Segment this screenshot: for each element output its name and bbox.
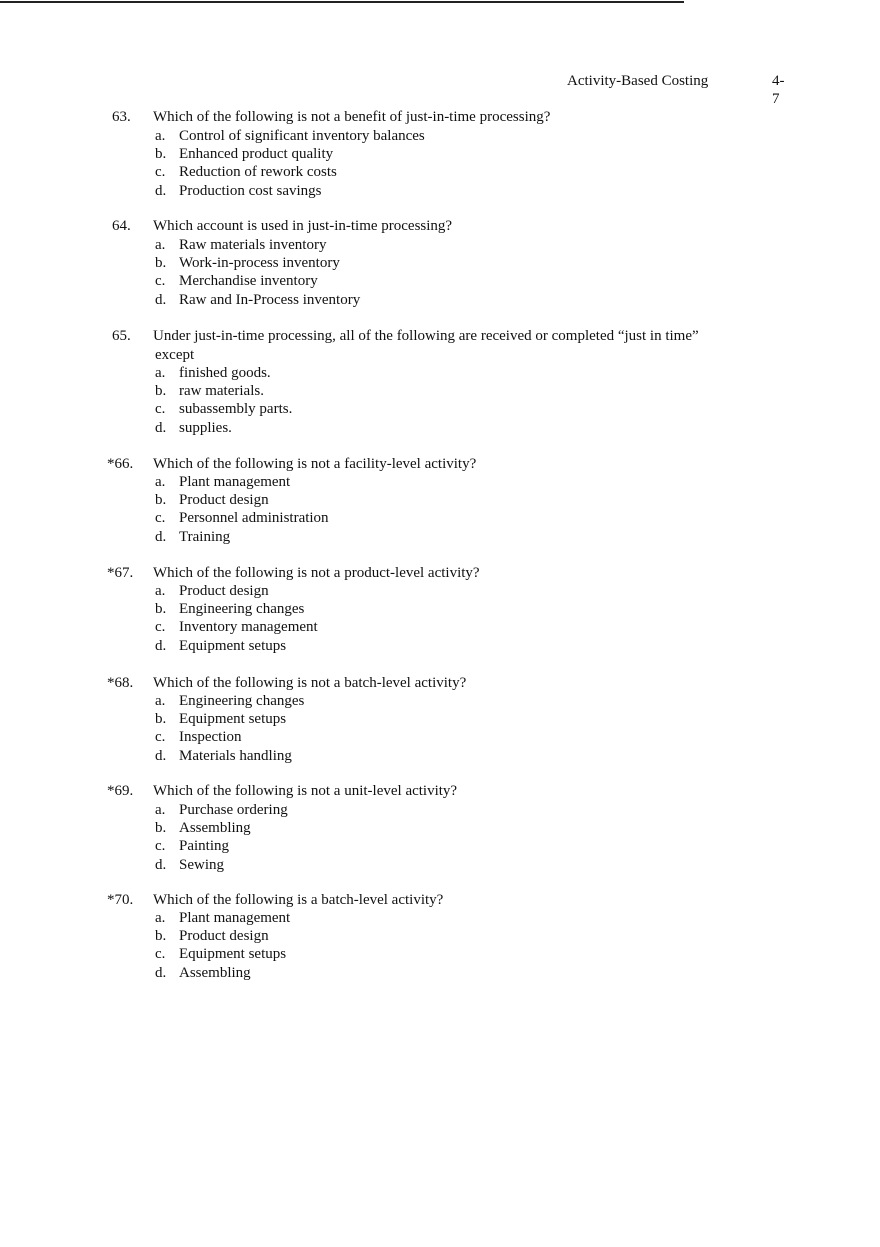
- question-text: Under just-in-time processing, all of the following are received or completed “just in time”: [153, 328, 699, 344]
- option-text: Equipment setups: [179, 711, 287, 728]
- option-letter: c.: [155, 729, 166, 746]
- option-letter: c.: [155, 510, 166, 527]
- option-c: [155, 837, 288, 855]
- option-letter: d.: [155, 182, 167, 199]
- option-text: Equipment setups: [179, 946, 287, 963]
- question-number: *67.: [107, 565, 134, 581]
- option-a: [155, 364, 292, 382]
- question-number: 65.: [112, 328, 131, 344]
- option-text: Training: [179, 528, 231, 545]
- option-text: Inspection: [179, 729, 242, 746]
- option-c: [155, 728, 304, 746]
- option-b: [155, 254, 360, 272]
- option-d: [155, 747, 304, 765]
- option-b: [155, 600, 318, 618]
- option-list: [155, 801, 288, 874]
- option-text: Plant management: [179, 474, 291, 490]
- question-number: 64.: [112, 218, 131, 234]
- option-letter: a.: [155, 474, 166, 490]
- option-letter: b.: [155, 146, 167, 163]
- question-text: Which of the following is not a benefit of just-in-time processing?: [153, 109, 551, 125]
- option-text: Reduction of rework costs: [179, 164, 337, 181]
- question-text: Which of the following is not a batch-level activity?: [153, 675, 467, 691]
- question-text-continued: except: [155, 347, 195, 363]
- question-text: Which of the following is not a product-level activity?: [153, 565, 480, 581]
- option-text: subassembly parts.: [179, 401, 293, 418]
- option-text: Raw and In-Process inventory: [179, 291, 361, 308]
- option-text: Purchase ordering: [179, 802, 288, 818]
- option-letter: c.: [155, 946, 166, 963]
- option-text: Work-in-process inventory: [179, 255, 340, 272]
- option-letter: c.: [155, 273, 166, 290]
- option-a: [155, 692, 304, 710]
- option-d: [155, 291, 360, 309]
- option-letter: a.: [155, 128, 166, 144]
- option-text: Inventory management: [179, 619, 318, 636]
- option-text: Engineering changes: [179, 693, 305, 709]
- option-b: [155, 819, 288, 837]
- question-number: *69.: [107, 783, 134, 799]
- option-list: [155, 364, 292, 437]
- option-text: supplies.: [179, 419, 232, 436]
- option-letter: a.: [155, 802, 166, 818]
- option-letter: d.: [155, 528, 167, 545]
- option-list: [155, 582, 318, 655]
- option-letter: a.: [155, 693, 166, 709]
- option-b: [155, 927, 290, 945]
- option-list: [155, 909, 290, 982]
- option-text: Control of significant inventory balances: [179, 128, 425, 144]
- running-header-title: Activity-Based Costing: [567, 73, 709, 89]
- option-text: finished goods.: [179, 365, 271, 381]
- option-text: Painting: [179, 838, 230, 855]
- option-letter: b.: [155, 820, 167, 837]
- option-text: Enhanced product quality: [179, 146, 334, 163]
- option-text: Assembling: [179, 964, 251, 981]
- option-letter: a.: [155, 910, 166, 926]
- option-a: [155, 909, 290, 927]
- option-a: [155, 127, 425, 145]
- page-number: 4- 7: [772, 73, 785, 107]
- option-text: Materials handling: [179, 747, 292, 764]
- option-d: [155, 856, 288, 874]
- option-letter: d.: [155, 964, 167, 981]
- option-letter: b.: [155, 601, 167, 618]
- option-c: [155, 618, 318, 636]
- option-letter: d.: [155, 419, 167, 436]
- option-letter: a.: [155, 237, 166, 253]
- question-text: Which of the following is not a facility-level activity?: [153, 456, 477, 472]
- option-letter: a.: [155, 365, 166, 381]
- question-text: Which of the following is not a unit-level activity?: [153, 783, 458, 799]
- question-text: Which account is used in just-in-time processing?: [153, 218, 453, 234]
- option-letter: d.: [155, 747, 167, 764]
- option-c: [155, 509, 329, 527]
- option-b: [155, 491, 329, 509]
- option-text: Assembling: [179, 820, 251, 837]
- option-text: Personnel administration: [179, 510, 329, 527]
- option-list: [155, 692, 304, 765]
- option-d: [155, 528, 329, 546]
- option-letter: d.: [155, 291, 167, 308]
- option-text: Production cost savings: [179, 182, 322, 199]
- option-letter: c.: [155, 838, 166, 855]
- option-d: [155, 182, 425, 200]
- option-text: Merchandise inventory: [179, 273, 318, 290]
- option-c: [155, 945, 290, 963]
- question-number: *70.: [107, 892, 134, 908]
- option-text: Product design: [179, 928, 269, 945]
- option-c: [155, 400, 292, 418]
- option-letter: d.: [155, 637, 167, 654]
- option-letter: b.: [155, 492, 167, 509]
- question-number: *68.: [107, 675, 134, 691]
- question-number: *66.: [107, 456, 134, 472]
- question-number: 63.: [112, 109, 131, 125]
- option-letter: a.: [155, 583, 166, 599]
- option-a: [155, 236, 360, 254]
- option-letter: c.: [155, 401, 166, 418]
- option-letter: b.: [155, 711, 167, 728]
- option-letter: b.: [155, 928, 167, 945]
- option-text: Plant management: [179, 910, 291, 926]
- option-letter: c.: [155, 619, 166, 636]
- option-text: Raw materials inventory: [179, 237, 327, 253]
- option-letter: d.: [155, 856, 167, 873]
- option-text: Engineering changes: [179, 601, 305, 618]
- option-letter: b.: [155, 255, 167, 272]
- option-c: [155, 163, 425, 181]
- option-d: [155, 419, 292, 437]
- option-b: [155, 145, 425, 163]
- option-b: [155, 382, 292, 400]
- option-text: Sewing: [179, 856, 224, 873]
- option-list: [155, 473, 329, 546]
- option-b: [155, 710, 304, 728]
- option-letter: c.: [155, 164, 166, 181]
- option-letter: b.: [155, 383, 167, 400]
- option-text: Equipment setups: [179, 637, 287, 654]
- option-a: [155, 473, 329, 491]
- option-text: Product design: [179, 583, 269, 599]
- option-a: [155, 801, 288, 819]
- option-list: [155, 236, 360, 309]
- option-a: [155, 582, 318, 600]
- option-c: [155, 272, 360, 290]
- option-d: [155, 964, 290, 982]
- option-d: [155, 637, 318, 655]
- top-rule: [0, 1, 684, 3]
- option-list: [155, 127, 425, 200]
- question-text: Which of the following is a batch-level activity?: [153, 892, 444, 908]
- option-text: raw materials.: [179, 383, 264, 400]
- option-text: Product design: [179, 492, 269, 509]
